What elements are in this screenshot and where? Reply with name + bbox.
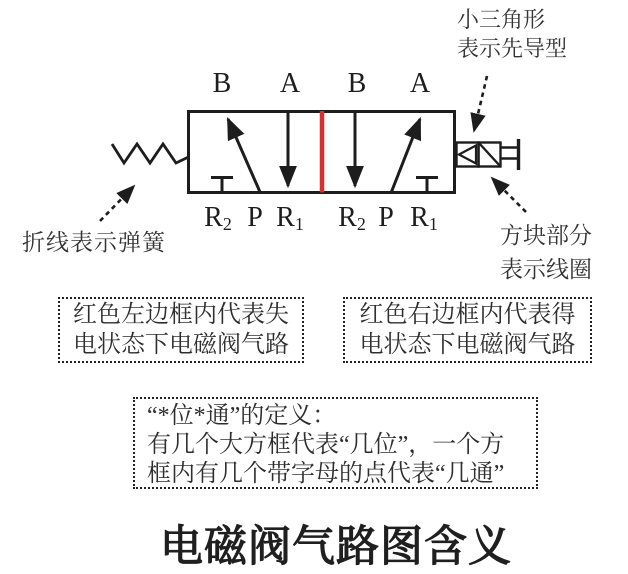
definition-note-box xyxy=(133,397,538,489)
right-state-note-line1: 红色右边框内代表得 xyxy=(359,302,576,328)
port-label-b1: B xyxy=(212,68,232,99)
port-label-a1: A xyxy=(279,68,301,99)
port-label-r1-left xyxy=(276,204,304,232)
port-subscript: 1 xyxy=(428,214,438,234)
port-subscript: 2 xyxy=(356,214,366,234)
callout-arrow-spring xyxy=(100,186,134,221)
port-letter: P xyxy=(247,202,263,233)
port-label-p-right xyxy=(378,204,394,232)
definition-line2: 有几个大方框代表“几位”，一个方 xyxy=(147,432,505,458)
callout-arrow-coil xyxy=(492,178,526,212)
valve-linework xyxy=(100,76,526,221)
pilot-triangle xyxy=(459,146,476,164)
port-label-p-left xyxy=(247,204,263,232)
port-letter: R xyxy=(276,202,295,233)
left-state-note-line1: 红色左边框内代表失 xyxy=(73,302,289,328)
port-label-b2: B xyxy=(347,68,367,99)
port-subscript: 1 xyxy=(294,214,304,234)
definition-line1: “*位*通”的定义： xyxy=(147,403,337,429)
port-label-r2-left xyxy=(204,204,232,232)
diagram-title: 电磁阀气路图含义 xyxy=(160,524,512,571)
pilot-annotation-line2: 表示先导型 xyxy=(457,36,568,61)
port-subscript: 2 xyxy=(222,214,232,234)
left-state-note-box xyxy=(58,297,304,363)
definition-line3: 框内有几个带字母的点代表“几通” xyxy=(147,461,505,487)
flow-arrow-p-to-a-right xyxy=(391,119,420,193)
right-state-note-box xyxy=(343,297,592,363)
callout-arrow-pilot xyxy=(474,76,487,131)
port-label-r1-right xyxy=(410,204,438,232)
right-state-note-line2: 电状态下电磁阀气路 xyxy=(359,332,576,358)
spring-annotation xyxy=(22,224,166,257)
spring-symbol xyxy=(112,144,189,163)
port-label-a2: A xyxy=(409,68,431,99)
left-state-note-line2: 电状态下电磁阀气路 xyxy=(73,332,289,358)
coil-diagonal xyxy=(479,143,501,167)
port-letter: R xyxy=(338,202,357,233)
pilot-annotation-line1: 小三角形 xyxy=(457,7,546,32)
pilot-annotation xyxy=(457,5,567,63)
port-letter: R xyxy=(410,202,429,233)
port-letter: R xyxy=(204,202,223,233)
spring-annotation-line1: 折线表示弹簧 xyxy=(22,230,166,255)
port-label-r2-right xyxy=(338,204,366,232)
port-letter: P xyxy=(378,202,394,233)
coil-annotation-line1: 方块部分 xyxy=(500,223,592,248)
flow-arrow-p-to-b-left xyxy=(228,119,260,192)
coil-annotation-line2: 表示线圈 xyxy=(500,257,592,282)
coil-annotation xyxy=(500,219,592,287)
